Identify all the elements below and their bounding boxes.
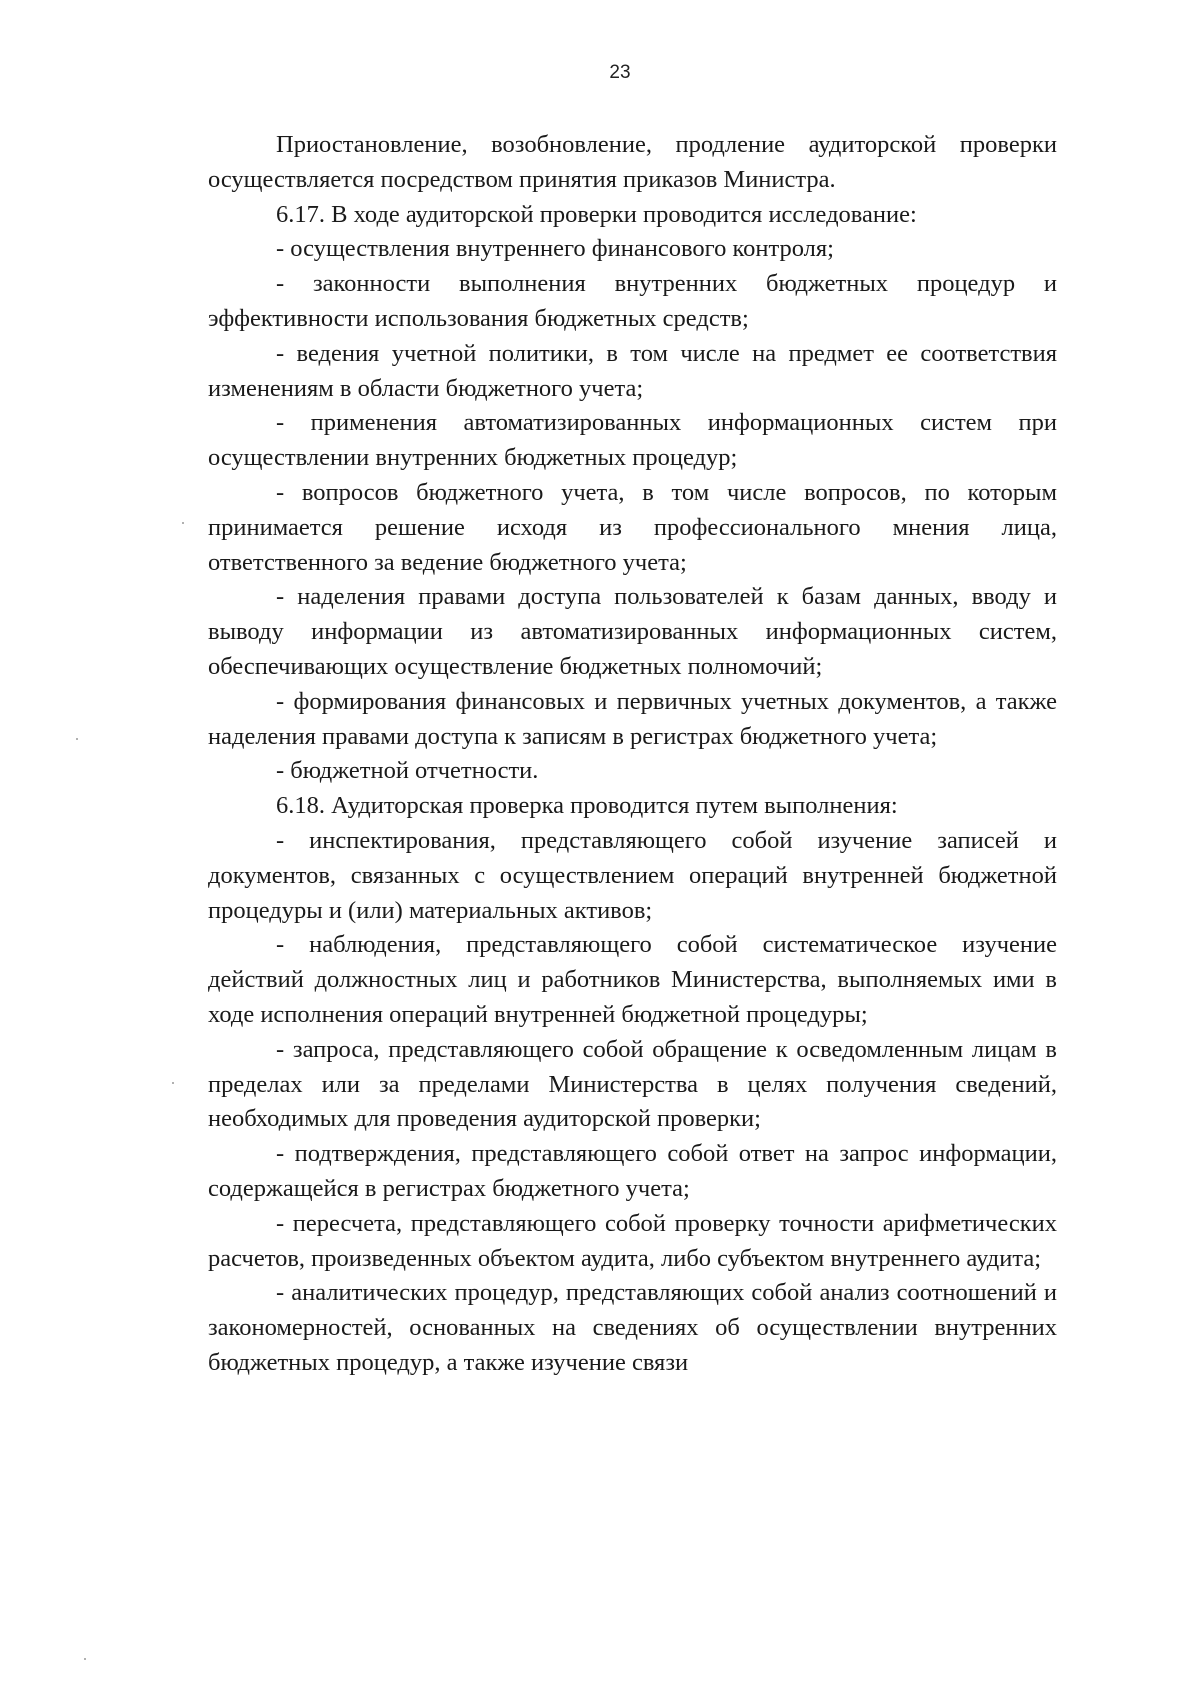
scan-speck [182, 522, 184, 524]
list-item: - аналитических процедур, представляющих собой анализ соотношений и закономерностей, основанных на сведениях об осуществлении внутренних бюджетных процедур, а также изучение связи [208, 1279, 1057, 1376]
document-body [208, 128, 1057, 1381]
list-item: - осуществления внутреннего финансового контроля; [276, 235, 834, 263]
list-item: - формирования финансовых и первичных учетных документов, а также наделения правами доступа к записям в регистрах бюджетного учета; [208, 687, 1057, 750]
list-item: - запроса, представляющего собой обращение к осведомленным лицам в пределах или за пределами Министерства в целях получения сведений, необходимых для проведения аудиторской проверки; [208, 1035, 1057, 1133]
scan-speck [84, 1658, 86, 1660]
list-item: - пересчета, представляющего собой проверку точности арифметических расчетов, произведенных объектом аудита, либо субъектом внутреннего аудита; [208, 1209, 1057, 1272]
list-item: - инспектирования, представляющего собой изучение записей и документов, связанных с осуществлением операций внутренней бюджетной процедуры и (или) материальных активов; [208, 826, 1057, 924]
page-number: 23 [609, 62, 631, 83]
list-item: - бюджетной отчетности. [276, 757, 539, 785]
clause-6-17-heading: 6.17. В ходе аудиторской проверки проводится исследование: [276, 200, 917, 228]
list-item: - наблюдения, представляющего собой систематическое изучение действий должностных лиц и работников Министерства, выполняемых ими в ходе исполнения операций внутренней бюджетной процедуры; [208, 931, 1057, 1028]
clause-6-18-heading: 6.18. Аудиторская проверка проводится путем выполнения: [276, 792, 898, 820]
list-item: - законности выполнения внутренних бюджетных процедур и эффективности использования бюджетных средств; [208, 270, 1057, 332]
scan-speck [76, 738, 78, 740]
scan-speck [172, 1082, 174, 1084]
list-item: - вопросов бюджетного учета, в том числе вопросов, по которым принимается решение исходя из профессионального мнения лица, ответственного за ведение бюджетного учета; [208, 478, 1057, 576]
paragraph-suspension: Приостановление, возобновление, продление аудиторской проверки осуществляется посредством принятия приказов Министра. [208, 131, 1057, 193]
list-item: - ведения учетной политики, в том числе на предмет ее соответствия изменениям в области бюджетного учета; [208, 339, 1057, 402]
list-item: - подтверждения, представляющего собой ответ на запрос информации, содержащейся в регистрах бюджетного учета; [208, 1140, 1057, 1202]
list-item: - применения автоматизированных информационных систем при осуществлении внутренних бюджетных процедур; [208, 409, 1057, 472]
list-item: - наделения правами доступа пользователей к базам данных, вводу и выводу информации из автоматизированных информационных систем, обеспечивающих осуществление бюджетных полномочий; [208, 583, 1057, 680]
